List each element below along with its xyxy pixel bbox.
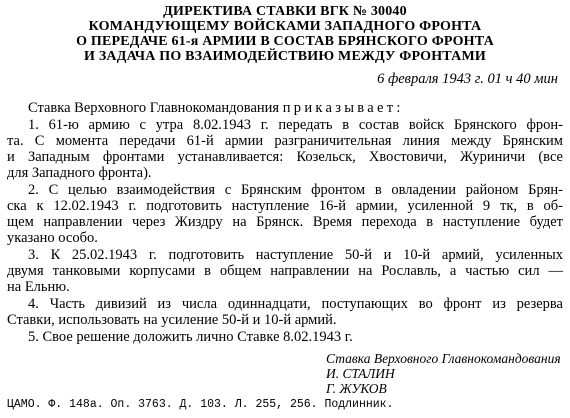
- archive-source: ЦАМО. Ф. 148а. Оп. 3763. Д. 103. Л. 255, 256. Подлинник.: [7, 398, 394, 411]
- signature-zhukov: Г. ЖУКОВ: [326, 381, 387, 396]
- signature-authority: Ставка Верховного Главнокомандования: [326, 351, 561, 366]
- body-line: и Западным фронтами устанавливается: Козельск, Хвостовичи, Журиничи (все: [7, 149, 563, 165]
- body-line: указано особо.: [7, 230, 98, 246]
- body-line: 3. К 25.02.1943 г. подготовить наступление 50-й и 10-й армий, усиленных: [28, 247, 563, 263]
- body-line: щем направлении через Жиздру на Брянск. Время перехода в наступление будет: [7, 214, 563, 230]
- signature-stalin: И. СТАЛИН: [326, 366, 395, 381]
- intro-prefix: Ставка Верховного Главнокомандования: [28, 100, 280, 116]
- body-line: ска к 12.02.1943 г. подготовить наступление 16-й армии, усиленной 9 тк, в об-: [7, 198, 563, 214]
- body-line: Ставки, использовать на усиление 50-й и 10-й армий.: [7, 312, 337, 328]
- date-line: 6 февраля 1943 г. 01 ч 40 мин: [377, 71, 558, 87]
- directive-subject-line-1: О ПЕРЕДАЧЕ 61-я АРМИИ В СОСТАВ БРЯНСКОГО ФРОНТА: [76, 34, 494, 49]
- body-line: та. С момента передачи 61-й армии разграничительная линия между Брянским: [7, 133, 563, 149]
- directive-title: ДИРЕКТИВА СТАВКИ ВГК № 30040: [163, 4, 407, 19]
- body-line: на Ельню.: [7, 279, 70, 295]
- body-line: 1. 61-ю армию с утра 8.02.1943 г. передать в состав войск Брянского фрон-: [28, 117, 563, 133]
- directive-subject-line-2: И ЗАДАЧА ПО ВЗАИМОДЕЙСТВИЮ МЕЖДУ ФРОНТАМИ: [84, 49, 486, 64]
- body-line: 5. Свое решение доложить лично Ставке 8.02.1943 г.: [28, 329, 353, 345]
- intro-verb: приказывает:: [282, 100, 404, 116]
- body-line: для Западного фронта).: [7, 165, 152, 181]
- body-line: 4. Часть дивизий из числа одиннадцати, поступающих во фронт из резерва: [28, 296, 563, 312]
- intro-line: [28, 100, 404, 116]
- body-line: 2. С целью взаимодействия с Брянским фронтом в овладении районом Брян-: [28, 182, 563, 198]
- directive-addressee: КОМАНДУЮЩЕМУ ВОЙСКАМИ ЗАПАДНОГО ФРОНТА: [88, 19, 482, 34]
- body-line: двумя танковыми корпусами в общем направлении на Рославль, а частью сил —: [7, 263, 563, 279]
